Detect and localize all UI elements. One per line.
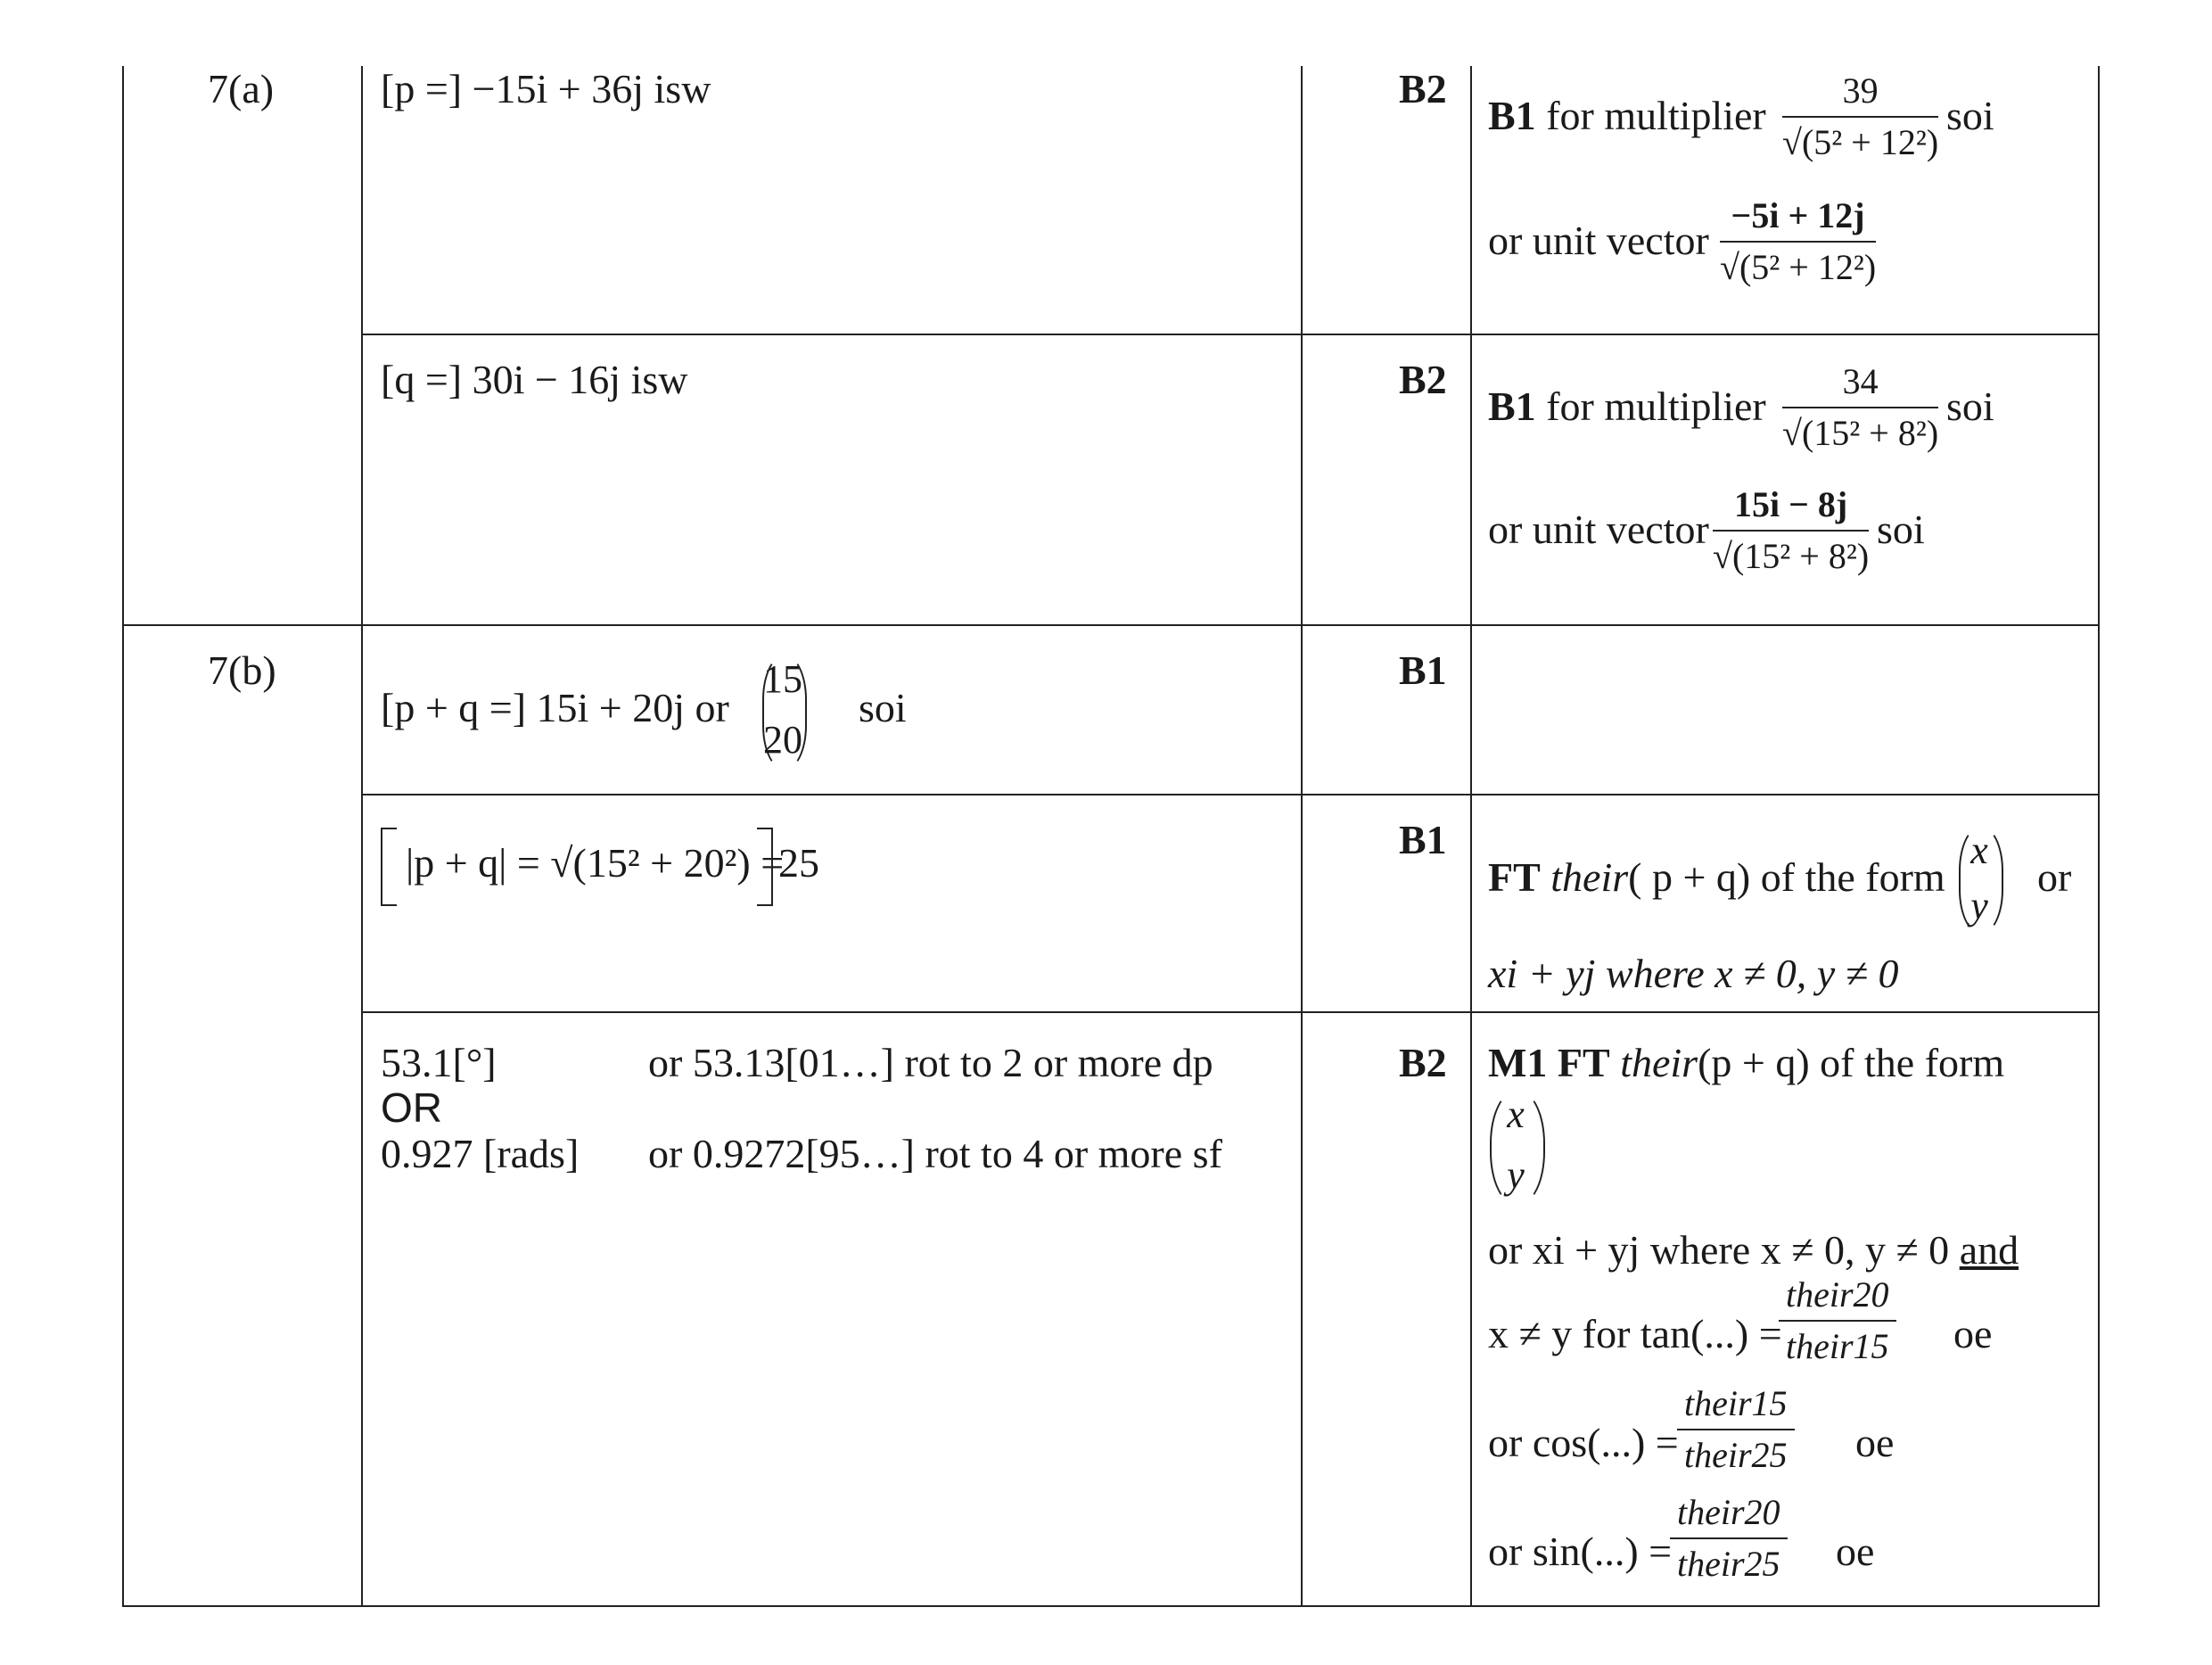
marks-magnitude: B1 <box>1399 817 1447 862</box>
soi-label: soi <box>1946 383 1994 429</box>
fraction-multiplier-q <box>1782 362 1938 453</box>
fraction-multiplier-p <box>1782 71 1938 162</box>
answer-sum: [p + q =] 15i + 20j or <box>381 685 729 730</box>
answer-or: OR <box>381 1084 442 1131</box>
answer-magnitude-value: 25 <box>778 840 819 886</box>
sin-label: or sin(...) = <box>1488 1529 1673 1574</box>
fraction-denominator: √(5² + 12²) <box>1720 247 1877 287</box>
col-line-marks <box>1470 66 1472 1607</box>
row-line-7a-p <box>361 334 2100 335</box>
oe-label: oe <box>1836 1529 1875 1574</box>
answer-angle-radians-alt: or 0.9272[95…] rot to 4 or more sf <box>648 1131 1222 1176</box>
multiplier-label: for multiplier <box>1546 383 1766 429</box>
unit-vector-label: or unit vector <box>1488 507 1709 552</box>
row-line-7b <box>122 624 2100 626</box>
guidance-q-multiplier <box>1488 383 1766 431</box>
guidance-magnitude-line2: xi + yj where x ≠ 0, y ≠ 0 <box>1488 951 1899 996</box>
question-7a: 7(a) <box>208 66 275 111</box>
unit-vector-label: or unit vector <box>1488 218 1709 263</box>
m1-ft-label: M1 FT <box>1488 1040 1610 1085</box>
answer-magnitude-working: |p + q| = √(15² + 20²) = <box>406 840 785 886</box>
marks-p: B2 <box>1399 66 1447 111</box>
xi-yj-condition: or xi + yj where x ≠ 0, y ≠ 0 <box>1488 1227 1950 1273</box>
form-label: ( p + q) of the form <box>1628 854 1945 900</box>
answer-angle-degrees-alt: or 53.13[01…] rot to 2 or more dp <box>648 1040 1213 1085</box>
fraction-numerator: 34 <box>1782 362 1938 408</box>
fraction-numerator: their15 <box>1677 1384 1795 1430</box>
column-vector-top: x <box>1507 1092 1525 1136</box>
guidance-magnitude-line1 <box>1488 854 1945 902</box>
square-bracket <box>381 828 397 906</box>
fraction-denominator: their25 <box>1677 1544 1780 1584</box>
fraction-unit-vector-p <box>1720 196 1876 287</box>
marks-sum: B1 <box>1399 647 1447 693</box>
answer-angle-radians: 0.927 [rads] <box>381 1131 580 1176</box>
their-label: their <box>1550 854 1629 900</box>
fraction-denominator: their15 <box>1786 1326 1889 1366</box>
column-vector-bottom: y <box>1507 1153 1525 1197</box>
col-line-left <box>122 66 124 1607</box>
column-vector-bottom: y <box>1970 884 1988 927</box>
guidance-p-multiplier <box>1488 93 1766 140</box>
fraction-cos <box>1677 1384 1795 1475</box>
fraction-denominator: √(5² + 12²) <box>1782 122 1939 162</box>
question-7b: 7(b) <box>208 647 276 693</box>
cos-label: or cos(...) = <box>1488 1420 1679 1465</box>
column-vector-bottom: 20 <box>763 718 802 762</box>
multiplier-label: for multiplier <box>1546 93 1766 138</box>
form-label: (p + q) of the form <box>1698 1040 2005 1085</box>
col-line-answer <box>1301 66 1303 1607</box>
ft-label: FT <box>1488 854 1541 900</box>
their-label: their <box>1620 1040 1698 1085</box>
or-label: or <box>2037 854 2072 900</box>
column-vector-top: 15 <box>763 657 802 701</box>
row-line-bottom <box>122 1605 2100 1607</box>
marks-q: B2 <box>1399 357 1447 402</box>
fraction-numerator: 39 <box>1782 71 1938 118</box>
soi-label: soi <box>1946 93 1994 138</box>
guidance-angle-line2 <box>1488 1227 2019 1274</box>
marks-angle: B2 <box>1399 1040 1447 1085</box>
mark-scheme-table <box>122 66 2100 1607</box>
fraction-numerator: their20 <box>1779 1275 1896 1322</box>
square-bracket <box>757 828 773 906</box>
fraction-denominator: √(15² + 8²) <box>1782 413 1939 453</box>
fraction-denominator: √(15² + 8²) <box>1713 536 1870 576</box>
row-line-7b-sum <box>361 794 2100 795</box>
mark-label: B1 <box>1488 93 1536 138</box>
row-line-7b-mag <box>361 1011 2100 1013</box>
col-line-right <box>2098 66 2100 1607</box>
fraction-tan <box>1779 1275 1896 1366</box>
soi-label: soi <box>859 685 907 730</box>
fraction-denominator: their25 <box>1684 1435 1788 1475</box>
fraction-numerator: 15i − 8j <box>1713 485 1869 532</box>
answer-q: [q =] 30i − 16j isw <box>381 357 688 402</box>
fraction-numerator: −5i + 12j <box>1720 196 1876 243</box>
fraction-numerator: their20 <box>1670 1493 1788 1539</box>
column-vector-top: x <box>1970 828 1988 872</box>
oe-label: oe <box>1953 1311 1993 1356</box>
fraction-unit-vector-q <box>1713 485 1869 576</box>
fraction-sin <box>1670 1493 1788 1584</box>
col-line-question <box>361 66 363 1607</box>
guidance-angle-line1 <box>1488 1040 2004 1087</box>
answer-p: [p =] −15i + 36j isw <box>381 66 711 111</box>
answer-angle-degrees: 53.1[°] <box>381 1040 497 1085</box>
mark-label: B1 <box>1488 383 1536 429</box>
tan-label: x ≠ y for tan(...) = <box>1488 1311 1782 1356</box>
oe-label: oe <box>1855 1420 1895 1465</box>
and-label: and <box>1959 1227 2019 1273</box>
soi-label: soi <box>1877 507 1925 552</box>
